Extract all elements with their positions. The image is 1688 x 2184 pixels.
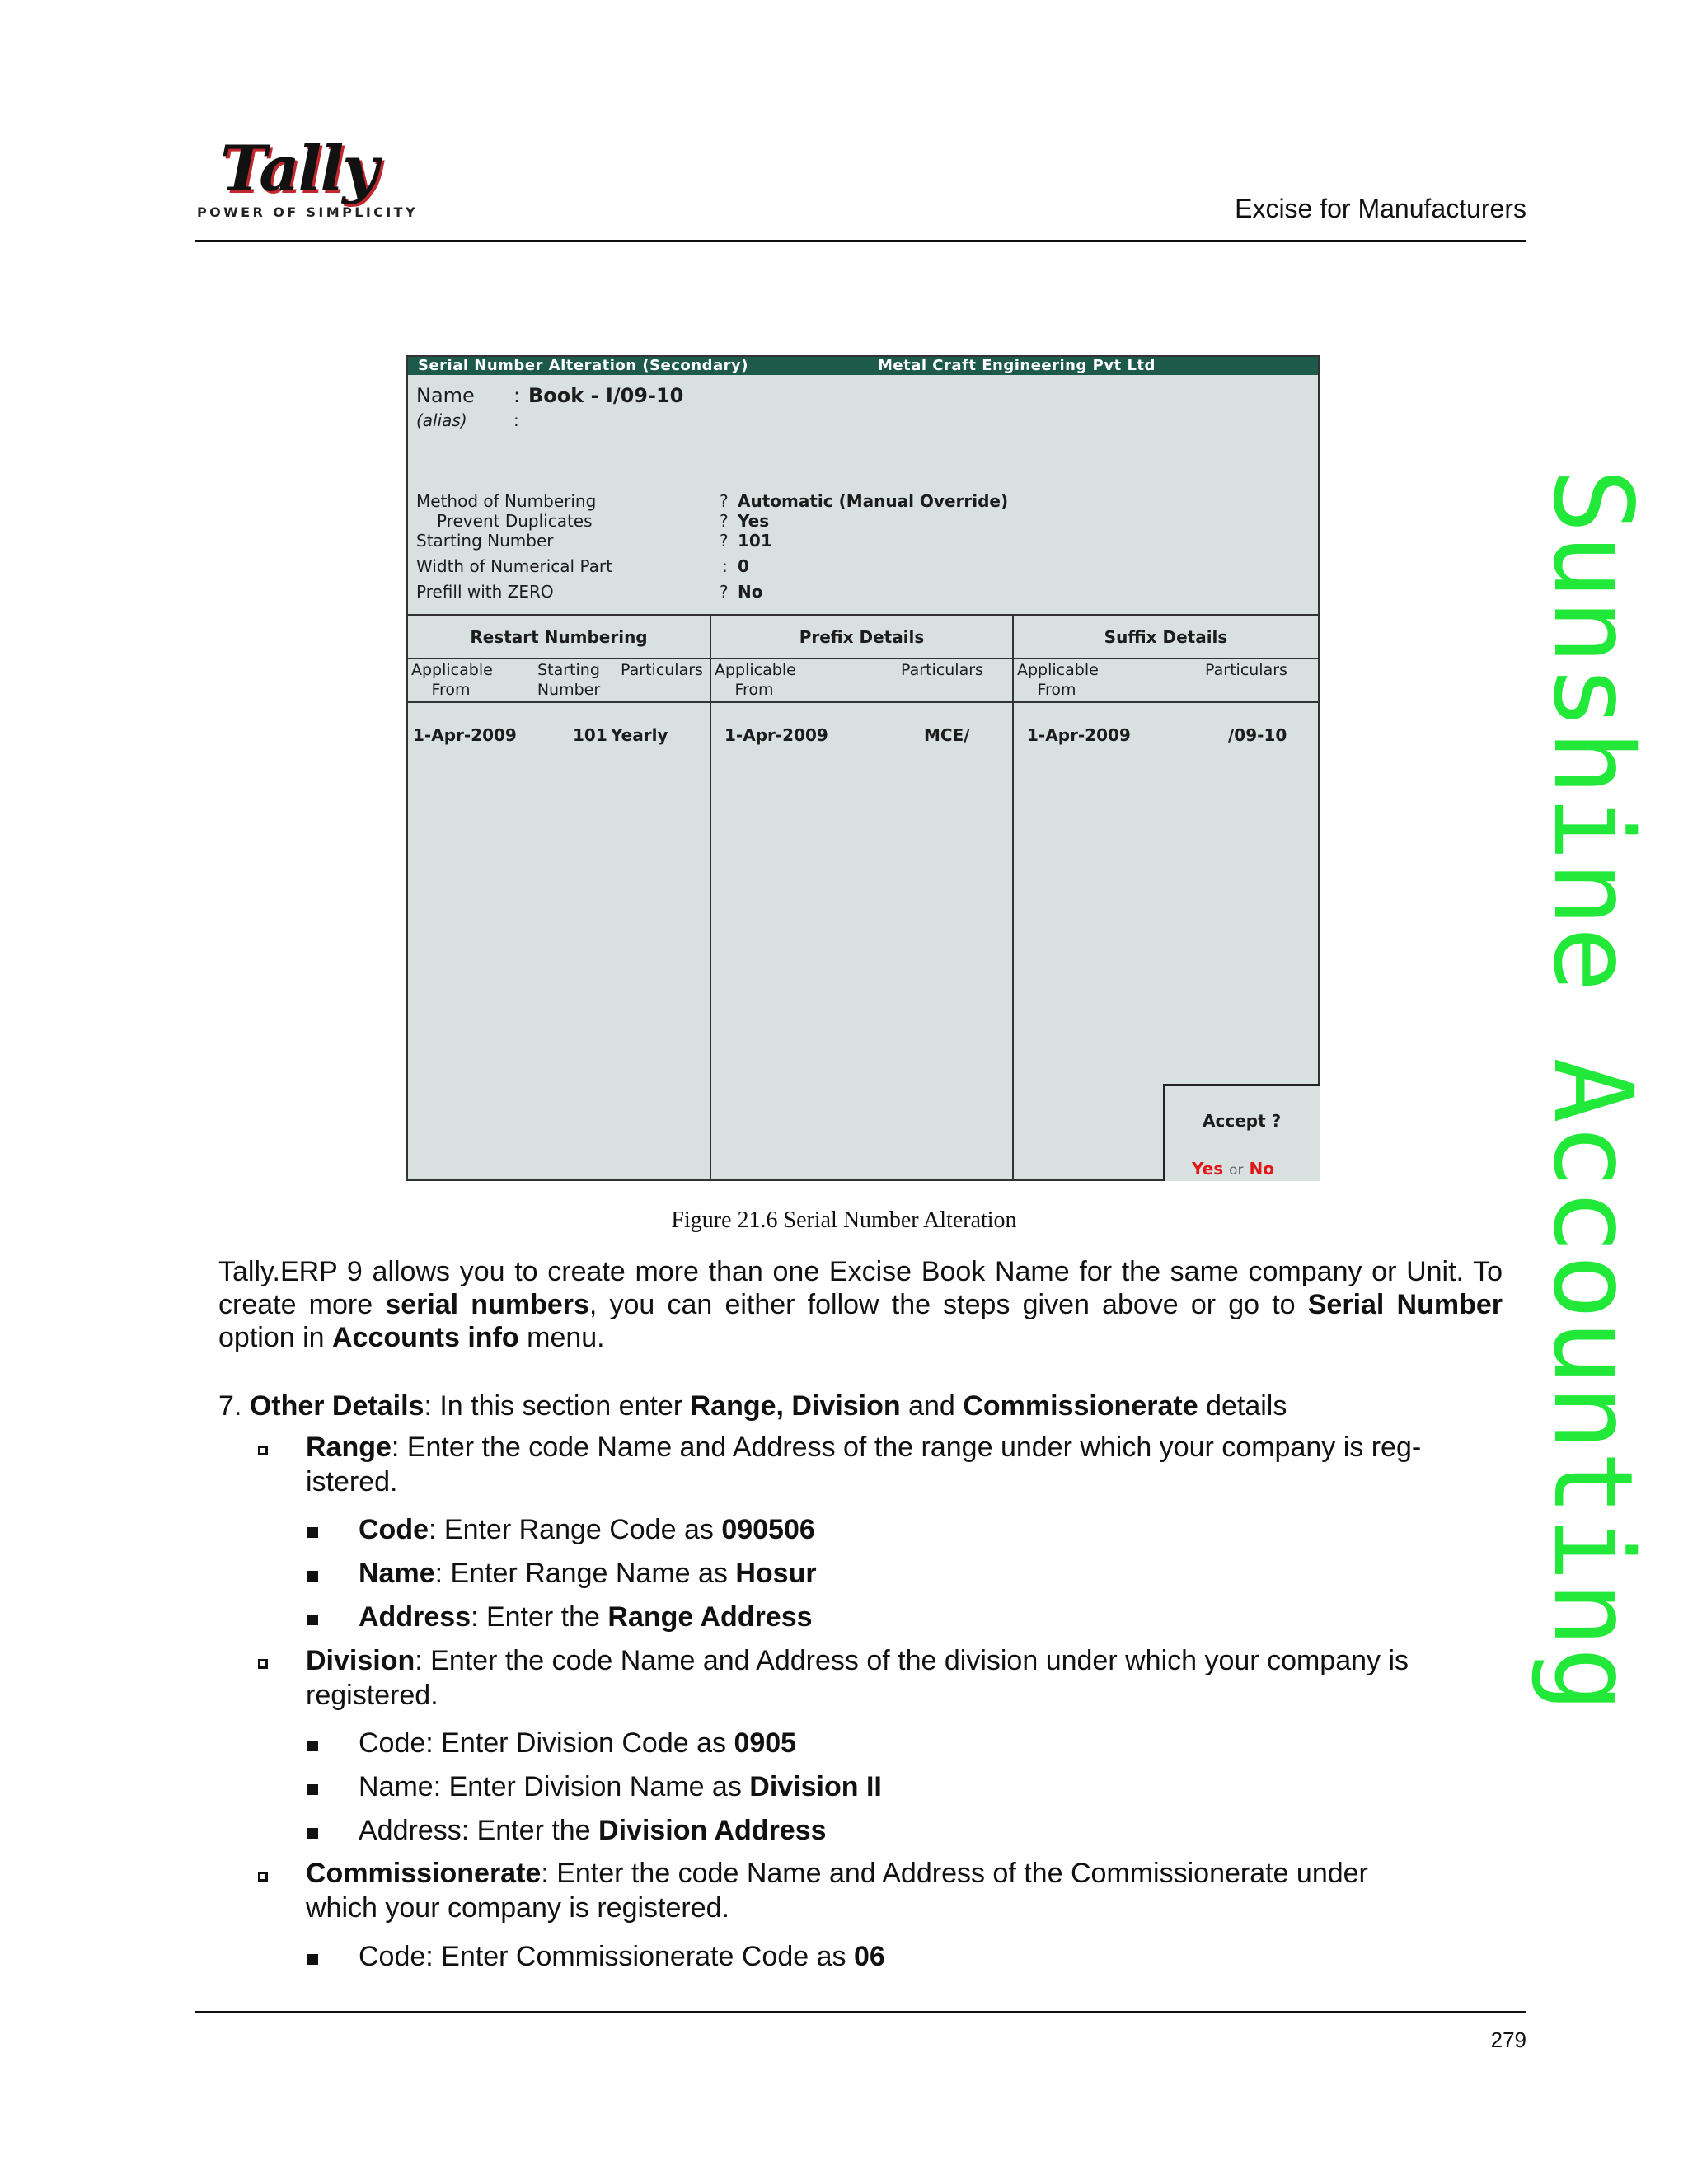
table-header-divider <box>408 658 1318 659</box>
figure-caption: Figure 21.6 Serial Number Alteration <box>671 1207 1017 1233</box>
serial-number-alteration-screen <box>406 355 1320 1181</box>
alias-separator: : <box>513 410 519 430</box>
restart-starting-number-header: Starting Number <box>537 661 601 699</box>
prefix-particulars-header: Particulars <box>901 661 983 679</box>
watermark: Sunshine Accounting <box>1529 468 1656 1713</box>
screen-title: Serial Number Alteration (Secondary) <box>418 357 748 374</box>
no-button[interactable]: No <box>1249 1159 1274 1179</box>
accept-options <box>1192 1159 1274 1179</box>
logo-wordmark: Tally <box>220 132 377 205</box>
range-item-continued: istered. <box>306 1466 398 1497</box>
table-subheader-divider <box>408 701 1318 703</box>
hollow-square-bullet-icon <box>258 1659 268 1669</box>
field-separator: ? <box>720 582 729 602</box>
yes-button[interactable]: Yes <box>1192 1159 1224 1179</box>
suffix-date-cell[interactable]: 1-Apr-2009 <box>1027 725 1131 745</box>
prefix-particulars-cell[interactable]: MCE/ <box>924 725 970 745</box>
restart-applicable-from-header: Applicable From <box>411 661 493 699</box>
intro-paragraph: Tally.ERP 9 allows you to create more than one Excise Book Name for the same company or Unit. To create more serial numbers, you can either follow the steps given above or go to Serial Number option in Accounts info menu. <box>218 1256 1503 1353</box>
footer-rule <box>195 2011 1526 2013</box>
table-column-divider <box>710 614 711 1181</box>
field-label: Prefill with ZERO <box>416 582 554 602</box>
division-code-item: Code: Enter Division Code as 0905 <box>359 1727 797 1759</box>
name-separator: : <box>513 384 521 407</box>
tally-logo <box>195 132 418 223</box>
table-top-border <box>408 614 1318 616</box>
restart-particulars-header: Particulars <box>621 661 703 679</box>
commissionerate-item-continued: which your company is registered. <box>306 1892 730 1924</box>
width-numerical-part-field[interactable]: 0 <box>738 556 749 576</box>
field-separator: ? <box>720 491 729 511</box>
field-label: Width of Numerical Part <box>416 556 612 576</box>
method-of-numbering-field[interactable]: Automatic (Manual Override) <box>738 491 1009 511</box>
filled-square-bullet-icon <box>307 1954 318 1965</box>
suffix-applicable-from-header: Applicable From <box>1017 661 1099 699</box>
logo-tagline: POWER OF SIMPLICITY <box>197 204 418 220</box>
header-rule <box>195 240 1526 242</box>
suffix-particulars-cell[interactable]: /09-10 <box>1228 725 1287 745</box>
company-name: Metal Craft Engineering Pvt Ltd <box>878 357 1156 374</box>
accept-dialog <box>1163 1084 1320 1181</box>
division-name-item: Name: Enter Division Name as Division II <box>359 1771 882 1802</box>
restart-numbering-header: Restart Numbering <box>470 627 648 647</box>
filled-square-bullet-icon <box>307 1784 318 1795</box>
name-label: Name <box>416 384 475 407</box>
prefill-zero-field[interactable]: No <box>738 582 763 602</box>
field-label: Starting Number <box>416 531 554 551</box>
field-label: Method of Numbering <box>416 491 597 511</box>
or-label: or <box>1229 1162 1244 1179</box>
field-separator: : <box>722 556 728 576</box>
prefix-date-cell[interactable]: 1-Apr-2009 <box>724 725 828 745</box>
prevent-duplicates-field[interactable]: Yes <box>738 511 770 531</box>
name-field[interactable]: Book - I/09-10 <box>528 384 684 407</box>
suffix-particulars-header: Particulars <box>1205 661 1287 679</box>
hollow-square-bullet-icon <box>258 1446 268 1455</box>
range-name-item: Name: Enter Range Name as Hosur <box>359 1558 817 1589</box>
hollow-square-bullet-icon <box>258 1872 268 1882</box>
commissionerate-code-item: Code: Enter Commissionerate Code as 06 <box>359 1941 885 1972</box>
division-item-continued: registered. <box>306 1680 438 1711</box>
accept-question: Accept ? <box>1203 1111 1282 1131</box>
page-number: 279 <box>1490 2027 1526 2052</box>
prefix-details-header: Prefix Details <box>799 627 925 647</box>
restart-number-cell[interactable]: 101 <box>573 725 607 745</box>
field-separator: ? <box>720 531 729 551</box>
commissionerate-item: Commissionerate: Enter the code Name and Address of the Commissionerate under <box>306 1858 1368 1889</box>
range-code-item: Code: Enter Range Code as 090506 <box>359 1514 815 1545</box>
filled-square-bullet-icon <box>307 1571 318 1582</box>
filled-square-bullet-icon <box>307 1828 318 1839</box>
filled-square-bullet-icon <box>307 1527 318 1538</box>
restart-particulars-cell[interactable]: Yearly <box>611 725 668 745</box>
prefix-applicable-from-header: Applicable From <box>715 661 796 699</box>
starting-number-field[interactable]: 101 <box>738 531 772 551</box>
screen-title-bar <box>408 357 1318 375</box>
division-address-item: Address: Enter the Division Address <box>359 1815 827 1846</box>
suffix-details-header: Suffix Details <box>1104 627 1228 647</box>
filled-square-bullet-icon <box>307 1615 318 1625</box>
field-separator: ? <box>720 511 729 531</box>
range-address-item: Address: Enter the Range Address <box>359 1601 813 1633</box>
filled-square-bullet-icon <box>307 1741 318 1751</box>
numbered-item-7: 7. Other Details: In this section enter Range, Division and Commissionerate details <box>218 1390 1287 1422</box>
alias-label: (alias) <box>416 410 467 430</box>
field-label: Prevent Duplicates <box>437 511 593 531</box>
division-item: Division: Enter the code Name and Address of the division under which your company is <box>306 1645 1409 1676</box>
chapter-title: Excise for Manufacturers <box>1235 194 1526 223</box>
range-item: Range: Enter the code Name and Address of the range under which your company is reg- <box>306 1432 1422 1463</box>
restart-date-cell[interactable]: 1-Apr-2009 <box>413 725 517 745</box>
table-column-divider <box>1012 614 1014 1181</box>
